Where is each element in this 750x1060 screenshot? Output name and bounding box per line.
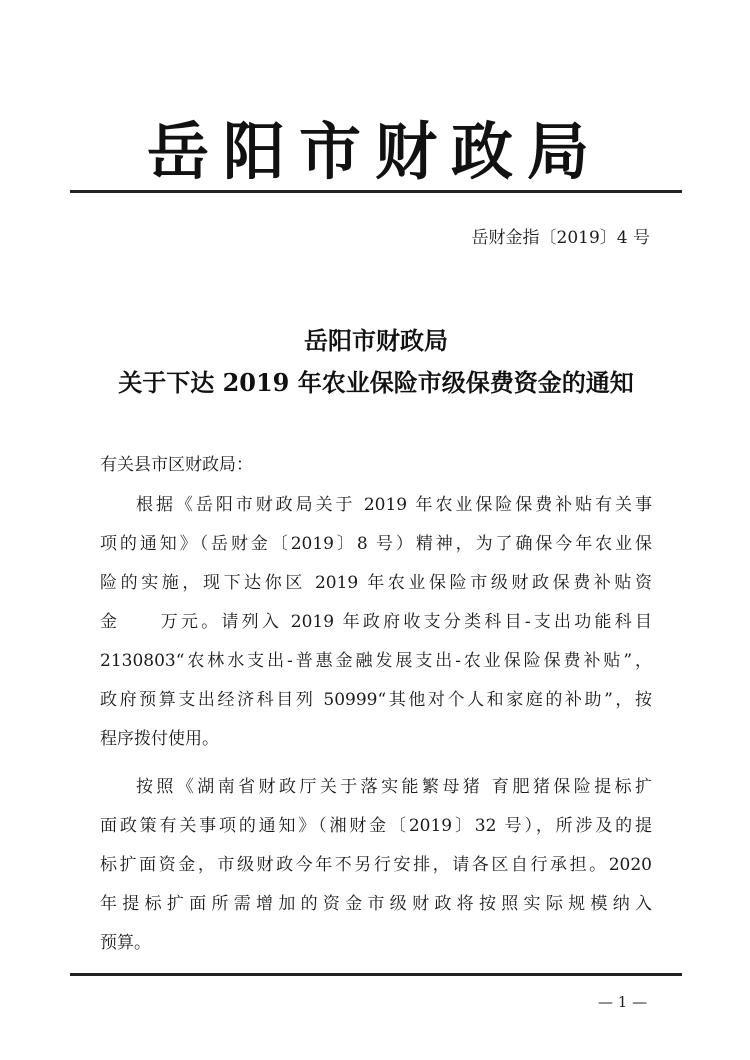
letterhead-title: 岳阳市财政局 <box>146 115 603 188</box>
paragraph-line: 根据《岳阳市财政局关于 2019 年农业保险保费补贴有关事 <box>136 495 652 515</box>
notice-title-line-2: 关于下达 2019 年农业保险市级保费资金的通知 <box>118 368 634 397</box>
notice-title <box>70 320 682 404</box>
page-number: — 1 — <box>598 993 648 1011</box>
paragraph-2 <box>100 768 652 963</box>
paragraph-line: 预算。 <box>100 933 151 953</box>
paragraph-line: 面政策有关事项的通知》（湘财金〔2019〕32 号），所涉及的提 <box>100 816 652 836</box>
paragraph-line: 项的通知》（岳财金〔2019〕8 号）精神，为了确保今年农业保 <box>100 534 652 554</box>
letterhead-divider <box>70 190 682 193</box>
paragraph-line: 险的实施，现下达你区 2019 年农业保险市级财政保费补贴资 <box>100 573 652 593</box>
paragraph-line: 年提标扩面所需增加的资金市级财政将按照实际规模纳入 <box>100 894 652 914</box>
footer-divider <box>70 973 682 976</box>
salutation: 有关县市区财政局： <box>100 455 253 475</box>
document-number: 岳财金指〔2019〕4 号 <box>471 228 650 248</box>
paragraph-line: 2130803“农林水支出-普惠金融发展支出-农业保险保费补贴”， <box>100 651 652 671</box>
paragraph-1 <box>100 486 652 759</box>
paragraph-line: 标扩面资金，市级财政今年不另行安排，请各区自行承担。2020 <box>100 855 652 875</box>
paragraph-line: 金 万元。请列入 2019 年政府收支分类科目-支出功能科目 <box>100 612 652 632</box>
paragraph-line: 政府预算支出经济科目列 50999“其他对个人和家庭的补助”，按 <box>100 690 652 710</box>
paragraph-line: 按照《湖南省财政厅关于落实能繁母猪 育肥猪保险提标扩 <box>136 777 652 797</box>
notice-title-line-1: 岳阳市财政局 <box>304 326 448 355</box>
paragraph-line: 程序拨付使用。 <box>100 729 219 749</box>
